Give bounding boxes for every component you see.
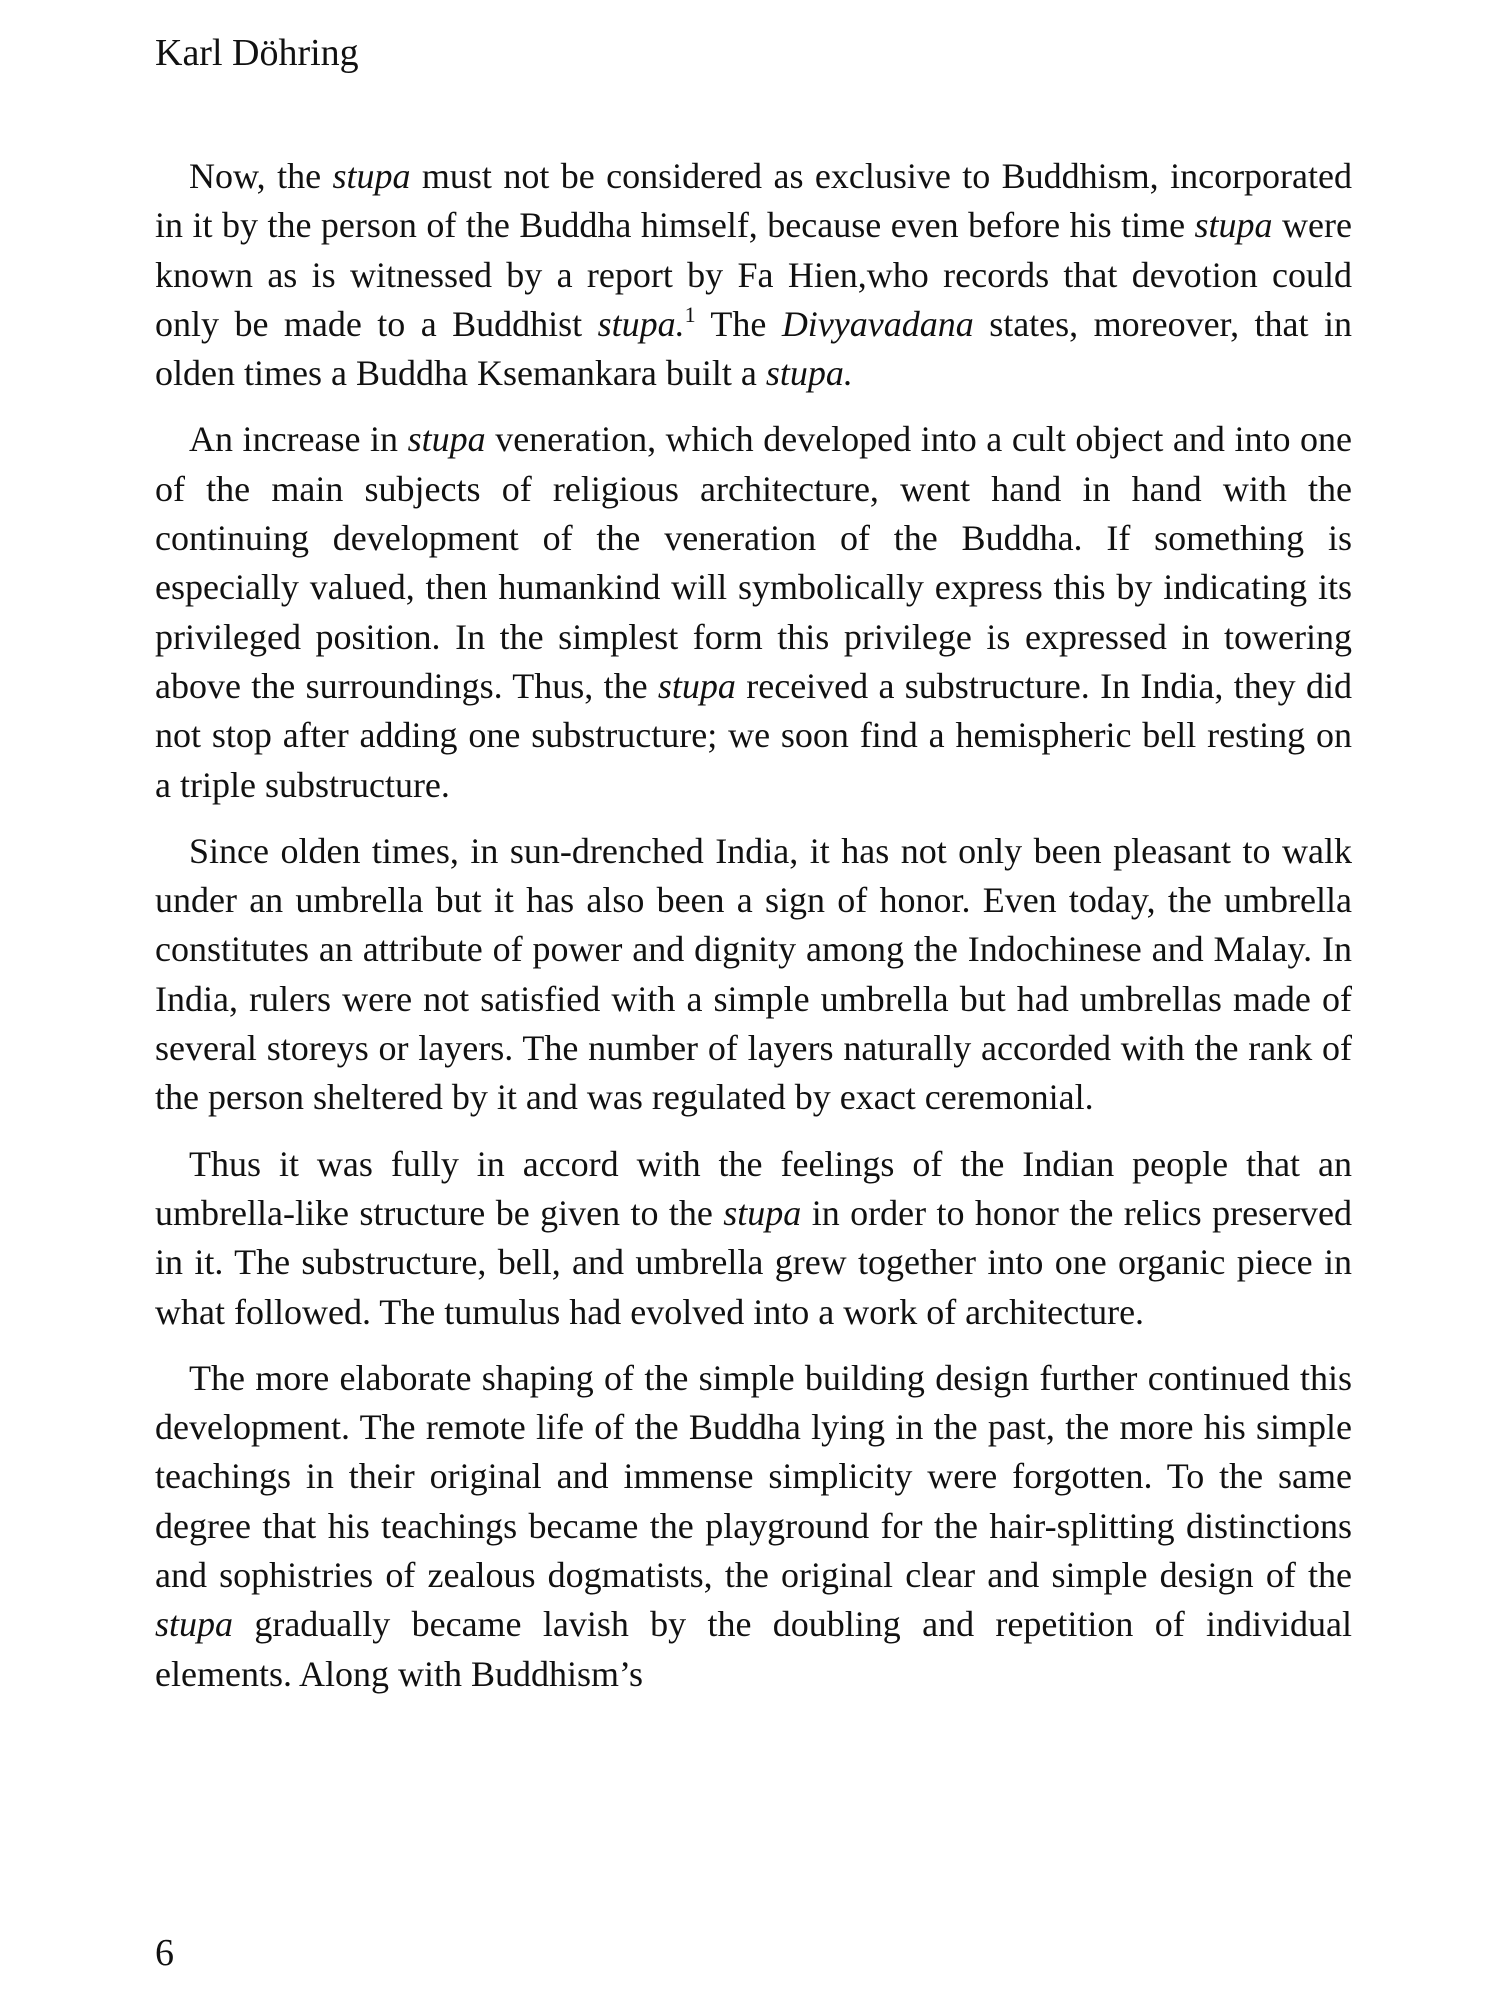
italic-term: Divyavadana xyxy=(781,303,974,344)
italic-term: stupa xyxy=(723,1192,802,1233)
italic-term: stupa xyxy=(332,156,411,196)
footnote-marker: 1 xyxy=(684,301,696,327)
italic-term: stupa xyxy=(155,1604,234,1645)
paragraph: Thus it was fully in accord with the feelings of the Indian people that an umbrella-like structure be given to the stupa in order to honor the relics preserved in it. The substructure, bell, and umbrella grew together into one organic piece in what followed. The tumulus had evolved into a work of architecture. xyxy=(155,1143,1353,1332)
paragraph: The more elaborate shaping of the simple building design further continued this development. The remote life of the Buddha lying in the past, the more his simple teachings in their original and immense simplicity were forgotten. To the same degree that his teachings became the playground for the hair-splitting distinctions and sophistries of zealous dogmatists, the original clear and simple design of the stupa gradually became lavish by the doubling and repetition of individual elements. Along with Buddhism’s xyxy=(155,1357,1352,1694)
paragraph: Since olden times, in sun-drenched India, it has not only been pleasant to walk under an umbrella but it has also been a sign of honor. Even today, the umbrella constitutes an attribute of power and dignity among the Indochinese and Malay. In India, rulers were not satisfied with a simple umbrella but had umbrellas made of several storeys or layers. The number of layers naturally accorded with the rank of the person sheltered by it and was regulated by exact ceremonial. xyxy=(155,830,1352,1118)
running-head-author: Karl Döhring xyxy=(155,32,359,74)
paragraph: An increase in stupa veneration, which developed into a cult object and into one of the main subjects of religious architecture, went hand in hand with the continuing development of the veneration of the Buddha. If something is especially valued, then humankind will symbolically express this by indicating its privileged position. In the simplest form this privilege is expressed in towering above the surroundings. Thus, the stupa received a substructure. In India, they did not stop after adding one substructure; we soon find a hemispheric bell resting on a triple substructure. xyxy=(155,419,1352,805)
italic-term: stupa xyxy=(1194,205,1273,246)
page-number: 6 xyxy=(155,1932,174,1974)
body-text xyxy=(155,152,1352,1716)
paragraph: Now, the stupa must not be considered as exclusive to Buddhism, incorporated in it by the person of the Buddha himself, because even before his time stupa were known as is witnessed by a report by Fa Hien,who records that devotion could only be made to a Buddhist stupa.$^1$ The Divyavadana states, moreover, that in olden times a Buddha Ksemankara built a stupa. xyxy=(155,156,1353,394)
italic-term: stupa. xyxy=(597,303,685,344)
italic-term: stupa xyxy=(407,419,486,460)
italic-term: stupa xyxy=(657,665,736,706)
italic-term: stupa. xyxy=(765,353,853,394)
